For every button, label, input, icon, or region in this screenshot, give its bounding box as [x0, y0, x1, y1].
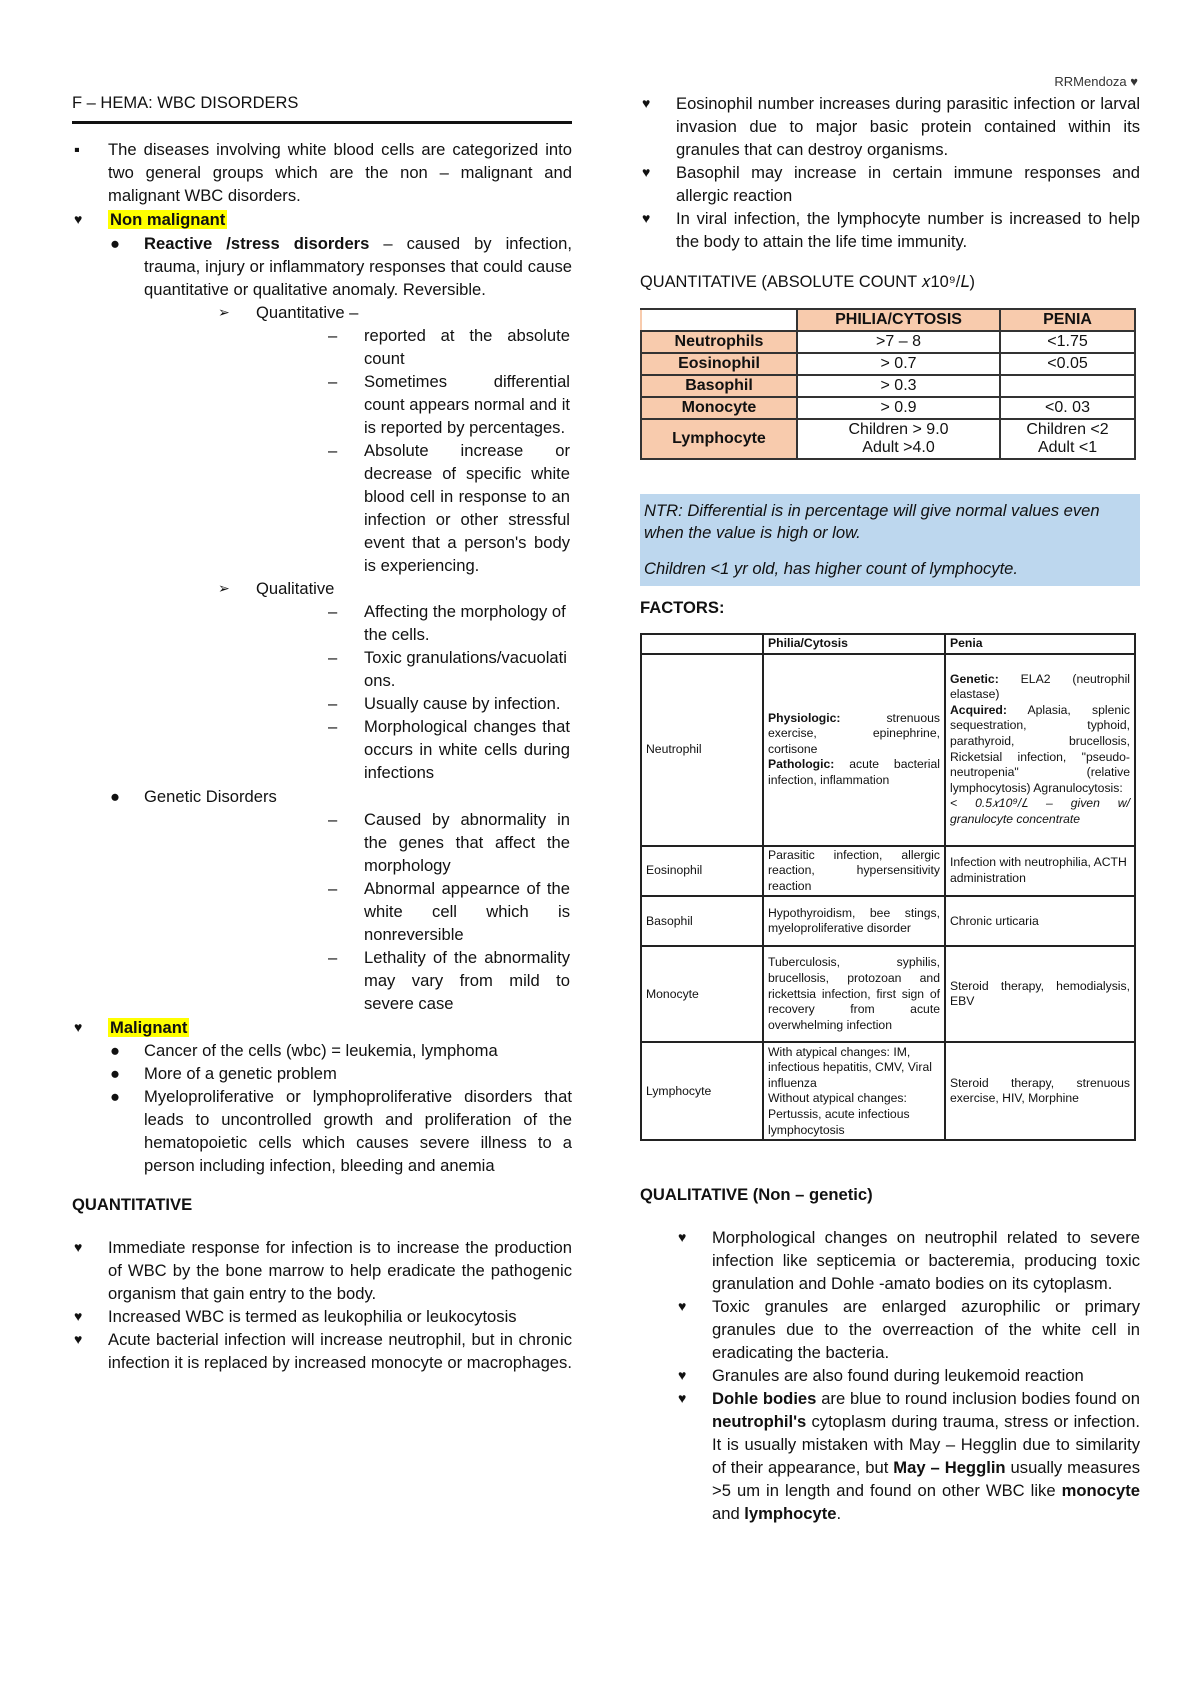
table-header: Philia/Cytosis — [763, 634, 945, 654]
cell-text: With atypical changes: IM, infectious hepatitis, CMV, Viral influenza — [768, 1044, 932, 1090]
list-item-text: Lethality of the abnormality may vary from mild to severe case — [364, 948, 570, 1013]
list-item-text: Toxic granules are enlarged azurophilic or primary granules due to the overreaction of the white cell in eradicating the bacteria. — [712, 1297, 1140, 1363]
row-label: Neutrophils — [641, 331, 797, 353]
qualitative-sub-text: Qualitative — [256, 579, 335, 598]
row-label: Basophil — [641, 375, 797, 397]
list-item-text: Absolute increase or decrease of specific white blood cell in response to an infection or other stressful event that a person's body is experiencing. — [364, 441, 570, 575]
table-row — [641, 353, 1135, 375]
table-row — [641, 896, 1135, 946]
table-cell: Parasitic infection, allergic reaction, hypersensitivity reaction — [763, 846, 945, 897]
list-item-text: Caused by abnormality in the genes that affect the morphology — [364, 810, 570, 875]
list-item — [72, 1328, 572, 1374]
table-cell: >7 – 8 — [797, 331, 1000, 353]
genetic-label: Genetic Disorders — [144, 787, 277, 806]
heart-bullet-icon: ♥ — [678, 1367, 687, 1384]
genetic-item — [72, 785, 572, 808]
table-cell: Steroid therapy, hemodialysis, EBV — [945, 946, 1135, 1042]
cell-bold: Pathologic: — [768, 757, 835, 772]
heart-bullet-icon: ♥ — [74, 1019, 83, 1035]
dash-bullet-icon: – — [328, 948, 338, 967]
right-column — [640, 92, 1140, 1525]
list-item-text: Cancer of the cells (wbc) = leukemia, lymphoma — [144, 1041, 498, 1060]
list-item-text: Immediate response for infection is to increase the production of WBC by the bone marrow to help eradicate the pathogenic organism that gain entry to the body. — [108, 1238, 572, 1303]
list-item — [676, 1226, 1140, 1295]
intro-item — [72, 138, 572, 207]
table-header: Penia — [945, 634, 1135, 654]
table-cell — [945, 654, 1135, 846]
table-cell: Steroid therapy, strenuous exercise, HIV, Morphine — [945, 1042, 1135, 1140]
list-item — [640, 161, 1140, 207]
absolute-count-heading: QUANTITATIVE (ABSOLUTE COUNT 𝑥10⁹/𝐿) — [640, 273, 976, 291]
list-item — [72, 1305, 572, 1328]
list-item-text: In viral infection, the lymphocyte number is increased to help the body to attain the life time immunity. — [676, 209, 1140, 251]
row-label: Eosinophil — [641, 846, 763, 897]
quantitative-sub-text: Quantitative – — [256, 303, 359, 322]
list-item-text: Sometimes differential count appears normal and it is reported by percentages. — [364, 372, 570, 437]
arrow-bullet-icon: ➢ — [218, 580, 230, 596]
list-item — [72, 324, 572, 370]
list-item-text: Granules are also found during leukemoid reaction — [712, 1366, 1084, 1386]
table-cell: Chronic urticaria — [945, 896, 1135, 946]
row-label: Lymphocyte — [641, 419, 797, 459]
table-cell — [797, 419, 1000, 459]
row-label: Monocyte — [641, 946, 763, 1042]
list-item-bold: May – Hegglin — [893, 1458, 1006, 1478]
intro-text: The diseases involving white blood cells are categorized into two general groups which are the non – malignant and malignant WBC disorders. — [108, 140, 572, 205]
qualitative-sub-label — [72, 577, 572, 600]
dash-bullet-icon: – — [328, 441, 338, 460]
list-item — [72, 1039, 572, 1062]
table-row — [641, 331, 1135, 353]
dot-bullet-icon: ● — [110, 234, 121, 253]
absolute-count-table — [640, 308, 1136, 460]
list-item — [72, 946, 572, 1015]
malignant-heading — [72, 1016, 572, 1039]
list-item — [640, 207, 1140, 253]
reactive-text: – caused by infection, trauma, injury or inflammatory responses that could cause quantitative or qualitative anomaly. Reversible. — [144, 234, 572, 299]
heart-bullet-icon: ♥ — [678, 1229, 687, 1246]
cell-text: ELA2 (neutrophil elastase) — [950, 671, 1130, 702]
list-item-text: are blue to round inclusion bodies found on — [816, 1389, 1140, 1409]
table-cell — [1000, 375, 1135, 397]
heart-bullet-icon: ♥ — [678, 1298, 687, 1315]
list-item — [72, 439, 572, 577]
list-item — [72, 715, 572, 784]
cell-line: Adult >4.0 — [862, 439, 935, 456]
list-item-text: Basophil may increase in certain immune responses and allergic reaction — [676, 163, 1140, 205]
list-item — [72, 1062, 572, 1085]
note-line: Children <1 yr old, has higher count of lymphocyte. — [644, 559, 1019, 578]
table-cell: <0.05 — [1000, 353, 1135, 375]
dash-bullet-icon: – — [328, 602, 338, 621]
dash-bullet-icon: – — [328, 326, 338, 345]
row-label: Basophil — [641, 896, 763, 946]
list-item-text: Acute bacterial infection will increase neutrophil, but in chronic infection it is replaced by increased monocyte or macrophages. — [108, 1330, 572, 1372]
dot-bullet-icon: ● — [110, 1064, 121, 1083]
list-item — [72, 646, 572, 692]
cell-line: Children > 9.0 — [848, 421, 949, 438]
quantitative-heading: QUANTITATIVE — [72, 1195, 193, 1214]
table-cell — [1000, 419, 1135, 459]
cell-text: Aplasia, splenic sequestration, typhoid, parathyroid, brucellosis, Ricketsial infection, "pseudo-neutropenia" (relative lymphocytosis) Agranulocytosis: — [950, 702, 1130, 795]
table-row — [641, 397, 1135, 419]
note-box — [640, 494, 1140, 586]
dot-bullet-icon: ● — [110, 1087, 121, 1106]
list-item-text: reported at the absolute count — [364, 326, 570, 368]
page-title: F – HEMA: WBC DISORDERS — [72, 92, 572, 124]
list-item-text: Abnormal appearnce of the white cell which is nonreversible — [364, 879, 570, 944]
malignant-label: Malignant — [110, 1018, 188, 1037]
heart-bullet-icon: ♥ — [74, 1308, 83, 1324]
list-item — [72, 1236, 572, 1305]
list-item — [676, 1295, 1140, 1364]
note-line: NTR: Differential is in percentage will give normal values even when the value is high or low. — [644, 501, 1100, 542]
table-corner — [641, 309, 797, 331]
table-cell: > 0.3 — [797, 375, 1000, 397]
factors-heading: FACTORS: — [640, 598, 725, 617]
heart-bullet-icon: ♥ — [74, 211, 83, 227]
square-bullet-icon: ▪ — [74, 140, 80, 159]
non-malignant-label: Non malignant — [110, 210, 226, 229]
reactive-label: Reactive /stress disorders — [144, 234, 370, 253]
table-cell: Tuberculosis, syphilis, brucellosis, protozoan and rickettsia infection, first sign of recovery from acute overwhelming infection — [763, 946, 945, 1042]
table-row — [641, 1042, 1135, 1140]
heart-bullet-icon: ♥ — [678, 1390, 687, 1407]
list-item-text: usually measures >5 um in length and found on other WBC like — [712, 1458, 1141, 1501]
cell-line: Adult <1 — [1037, 439, 1098, 456]
table-row — [641, 846, 1135, 897]
row-label: Eosinophil — [641, 353, 797, 375]
list-item-text: Myeloproliferative or lymphoproliferative disorders that leads to uncontrolled growth and proliferation of the hematopoietic cells which causes severe illness to a person including infection, bleeding and anemia — [144, 1087, 572, 1175]
dot-bullet-icon: ● — [110, 1041, 121, 1060]
list-item-text: More of a genetic problem — [144, 1064, 337, 1083]
list-item — [72, 600, 572, 646]
table-row — [641, 946, 1135, 1042]
list-item-text: Toxic granulations/vacuolations. — [364, 648, 567, 690]
list-item — [676, 1387, 1140, 1525]
table-header — [641, 634, 763, 654]
list-item — [676, 1364, 1140, 1387]
list-item-text: cytoplasm during trauma, stress or infection. It is usually mistaken with May – Hegglin due to similarity of their appearance, but — [712, 1412, 1140, 1478]
dash-bullet-icon: – — [328, 372, 338, 391]
table-cell: <0. 03 — [1000, 397, 1135, 419]
list-item — [72, 877, 572, 946]
heart-bullet-icon: ♥ — [642, 164, 651, 180]
heart-bullet-icon: ♥ — [74, 1331, 83, 1347]
table-cell: Infection with neutrophilia, ACTH administration — [945, 846, 1135, 897]
list-item — [72, 808, 572, 877]
table-cell — [763, 654, 945, 846]
dot-bullet-icon: ● — [110, 787, 121, 806]
list-item-text: Eosinophil number increases during parasitic infection or larval invasion due to major basic protein contained within its granules that can destroy organisms. — [676, 94, 1140, 159]
cell-bold: Acquired: — [950, 702, 1007, 717]
row-label: Lymphocyte — [641, 1042, 763, 1140]
list-item-text: . — [836, 1504, 842, 1524]
cell-bold: Genetic: — [950, 671, 999, 686]
non-malignant-heading — [72, 208, 572, 231]
reactive-item — [72, 232, 572, 301]
list-item — [72, 370, 572, 439]
cell-text: < 0.5𝑥10⁹/𝐿 – given w/ granulocyte concentrate — [950, 796, 1130, 826]
cell-bold: Physiologic: — [768, 710, 841, 725]
table-header: PENIA — [1000, 309, 1135, 331]
qualitative-heading: QUALITATIVE (Non – genetic) — [640, 1185, 873, 1205]
table-cell — [763, 1042, 945, 1140]
list-item — [72, 692, 572, 715]
arrow-bullet-icon: ➢ — [218, 304, 230, 320]
table-cell: > 0.7 — [797, 353, 1000, 375]
list-item-text: Affecting the morphology of the cells. — [364, 602, 566, 644]
dash-bullet-icon: – — [328, 694, 338, 713]
table-cell: Hypothyroidism, bee stings, myeloproliferative disorder — [763, 896, 945, 946]
row-label: Monocyte — [641, 397, 797, 419]
list-item-text: Morphological changes on neutrophil related to severe infection like septicemia or bacteremia, producing toxic granulation and Dohle -amato bodies on its cytoplasm. — [712, 1228, 1140, 1294]
dash-bullet-icon: – — [328, 648, 338, 667]
list-item-text: Usually cause by infection. — [364, 694, 561, 713]
cell-line: Children <2 — [1026, 421, 1109, 438]
factors-table — [640, 633, 1136, 1141]
left-column — [72, 92, 572, 1374]
dash-bullet-icon: – — [328, 879, 338, 898]
list-item-bold: lymphocyte — [744, 1504, 837, 1524]
table-cell: <1.75 — [1000, 331, 1135, 353]
list-item-text: and — [712, 1504, 745, 1524]
list-item — [72, 1085, 572, 1177]
heart-bullet-icon: ♥ — [642, 95, 651, 111]
cell-text: Without atypical changes: Pertussis, acute infectious lymphocytosis — [768, 1091, 910, 1137]
list-item — [640, 92, 1140, 161]
table-cell: > 0.9 — [797, 397, 1000, 419]
list-item-text: Morphological changes that occurs in white cells during infections — [364, 717, 570, 782]
cell-text: strenuous exercise, epinephrine, cortisone — [768, 710, 940, 756]
row-label: Neutrophil — [641, 654, 763, 846]
quantitative-sub-label — [72, 301, 572, 324]
list-item-bold: Dohle bodies — [712, 1389, 817, 1409]
table-row — [641, 419, 1135, 459]
list-item-text: Increased WBC is termed as leukophilia or leukocytosis — [108, 1307, 517, 1326]
list-item-bold: monocyte — [1061, 1481, 1140, 1501]
dash-bullet-icon: – — [328, 810, 338, 829]
author-signature: RRMendoza ♥ — [1054, 74, 1138, 89]
heart-bullet-icon: ♥ — [74, 1239, 83, 1255]
cell-text: acute bacterial infection, inflammation — [768, 757, 940, 787]
dash-bullet-icon: – — [328, 717, 338, 736]
list-item-bold: neutrophil's — [712, 1412, 807, 1432]
table-row — [641, 375, 1135, 397]
heart-bullet-icon: ♥ — [642, 210, 651, 226]
table-header: PHILIA/CYTOSIS — [797, 309, 1000, 331]
table-row — [641, 654, 1135, 846]
